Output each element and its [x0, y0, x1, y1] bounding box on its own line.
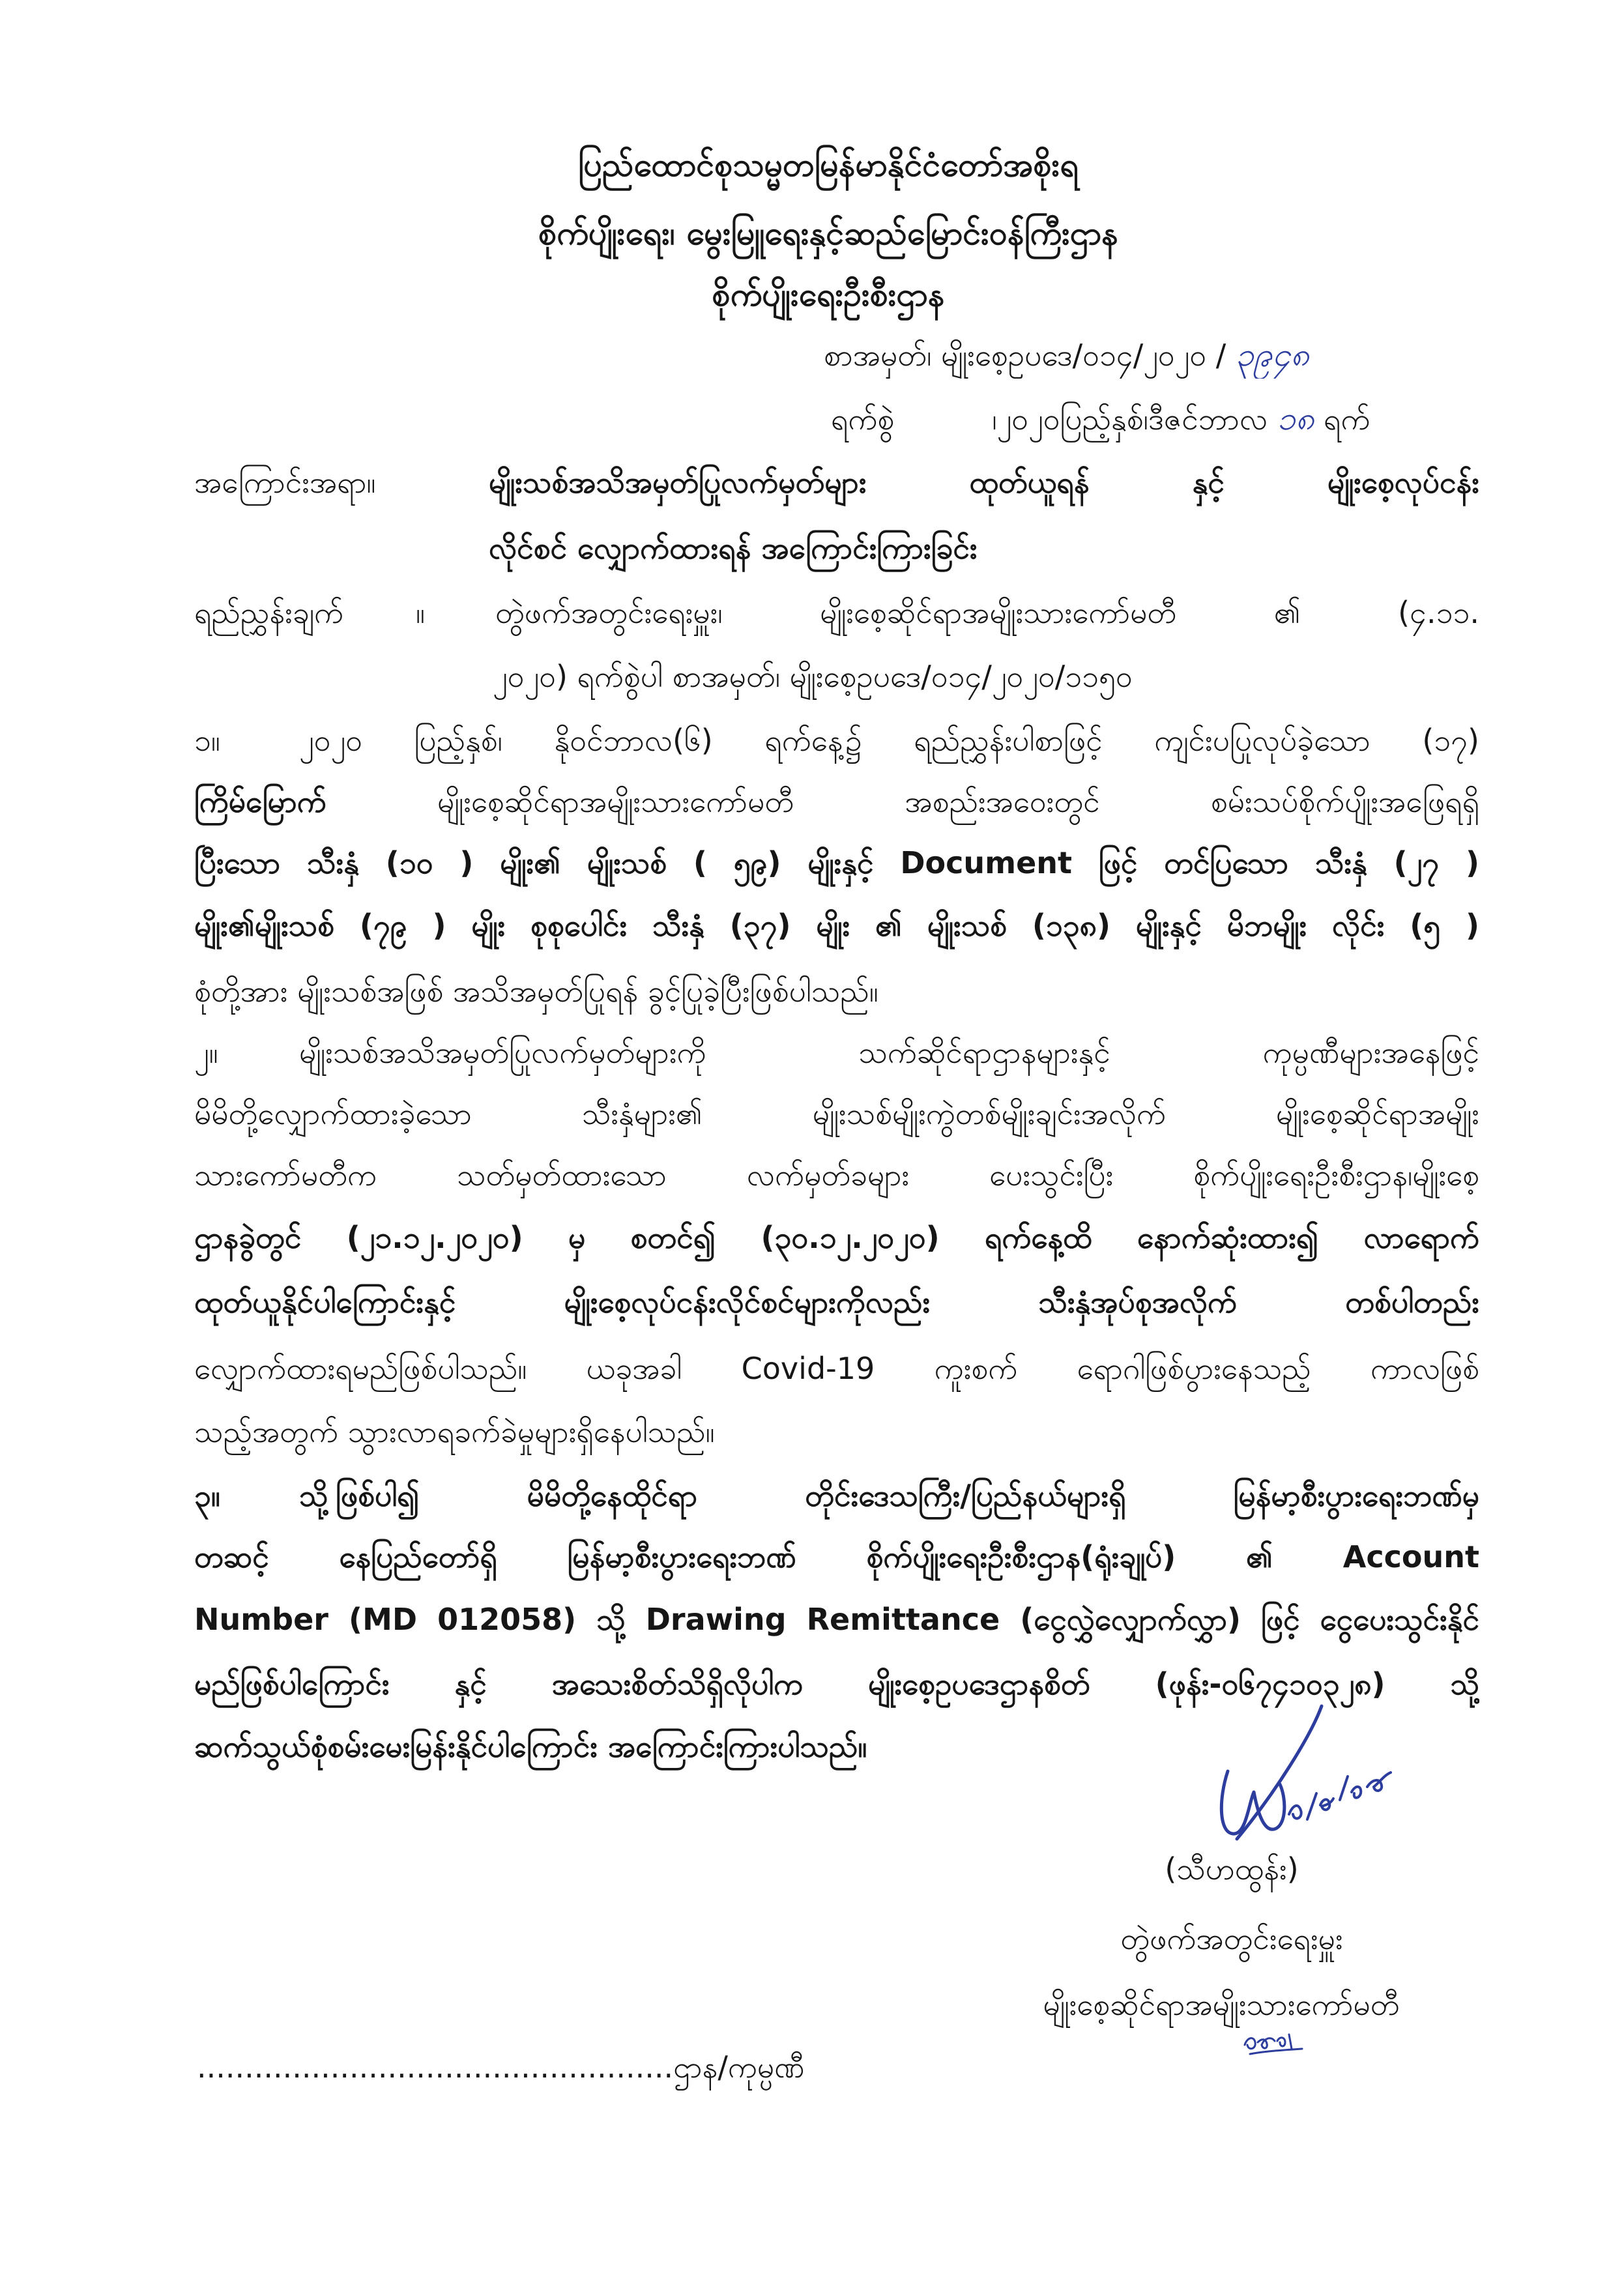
initials-mark [1238, 2025, 1310, 2062]
letter-date [831, 394, 1483, 442]
subject-label: အကြောင်းအရာ။ [194, 465, 376, 500]
signature-loop [1221, 1771, 1284, 1834]
date-suffix: ရက် [1324, 401, 1370, 437]
signature-image [1199, 1694, 1408, 1851]
paragraph-1-line-5: စုံတို့အား မျိုးသစ်အဖြစ် အသိအမှတ်ပြုရန် ခွင့်ပြုခဲ့ပြီးဖြစ်ပါသည်။ [194, 974, 878, 1009]
paragraph-1-line-2-rest: မျိုးစေ့ဆိုင်ရာအမျိုးသားကော်မတီ အစည်းအဝေးတွင် စမ်းသပ်စိုက်ပျိုးအဖြေရရှိ [326, 784, 1479, 819]
paragraph-2-line-3: သားကော်မတီက သတ်မှတ်ထားသော လက်မှတ်ခများ ပေးသွင်းပြီး စိုက်ပျိုးရေးဦးစီးဌာန၊မျိုးစေ့ [194, 1157, 1479, 1193]
recipient-label: ဌာန/ကုမ္ပဏီ [673, 2049, 805, 2085]
date-year-month: ၊၂၀၂၀ပြည့်နှစ်၊ဒီဇင်ဘာလ [992, 401, 1268, 437]
paragraph-2-line-5: ထုတ်ယူနိုင်ပါကြောင်းနှင့် မျိုးစေ့လုပ်ငန်းလိုင်စင်များကိုလည်း သီးနှံအုပ်စုအလိုက် တစ်ပါတည်း [194, 1284, 1479, 1320]
reference-line-1: တွဲဖက်အတွင်းရေးမှူး၊ မျိုးစေ့ဆိုင်ရာအမျိုးသားကော်မတီ ၏ (၄.၁၁. [495, 595, 1479, 630]
letter-number-handwritten: ၃၉၄၈ [1235, 336, 1309, 373]
paragraph-2-line-7: သည့်အတွက် သွားလာရခက်ခဲမှုများရှိနေပါသည်။ [194, 1414, 715, 1449]
recipient-dots: .................................................. [197, 2049, 674, 2085]
paragraph-3-line-3: Number (MD 012058) သို့ Drawing Remittance (ငွေလွှဲလျှောက်လွှာ) ဖြင့် ငွေပေးသွင်းနိုင် [194, 1602, 1479, 1637]
paragraph-1-line-1: ၂၀၂၀ ပြည့်နှစ်၊ နိုဝင်ဘာလ(၆) ရက်နေ့၌ ရည်ညွှန်းပါစာဖြင့် ကျင်းပပြုလုပ်ခဲ့သော (၁၇) [299, 723, 1479, 758]
paragraph-1-line-2-bold: ကြိမ်မြောက် [194, 784, 326, 819]
paragraph-2-line-4: ဌာနခွဲတွင် (၂၁.၁၂.၂၀၂၀) မှ စတင်၍ (၃၀.၁၂.၂၀၂၀) ရက်နေ့ထိ နောက်ဆုံးထား၍ လာရောက် [194, 1220, 1479, 1255]
paragraph-1-line-4: မျိုး၏မျိုးသစ် (၇၉ ) မျိုး စုစုပေါင်း သီးနှံ (၃၇) မျိုး ၏ မျိုးသစ် (၁၃၈) မျိုးနှင့် မိဘမျိုး လိုင်း (၅ ) [194, 908, 1479, 943]
paragraph-3-line-2: တဆင့် နေပြည်တော်ရှိ မြန်မာ့စီးပွားရေးဘဏ် စိုက်ပျိုးရေးဦးစီးဌာန(ရုံးချုပ်) ၏ Account [194, 1539, 1479, 1574]
date-label: ရက်စွဲ [831, 401, 895, 437]
signatory-committee: မျိုးစေ့ဆိုင်ရာအမျိုးသားကော်မတီ [1043, 1987, 1400, 2022]
reference-separator: ။ [416, 595, 425, 630]
paragraph-2-line-2: မိမိတို့လျှောက်ထားခဲ့သော သီးနှံများ၏ မျိုးသစ်မျိုးကွဲတစ်မျိုးချင်းအလိုက် မျိုးစေ့ဆိုင်ရာအမျိုး [194, 1096, 1479, 1131]
subject-line-1: မျိုးသစ်အသိအမှတ်ပြုလက်မှတ်များ ထုတ်ယူရန် နှင့် မျိုးစေ့လုပ်ငန်း [489, 465, 1479, 500]
paragraph-1-line-3: ပြီးသော သီးနှံ (၁၀ ) မျိုး၏ မျိုးသစ် ( ၅၉) မျိုးနှင့် Document ဖြင့် တင်ပြသော သီးနှံ (၂၇ ) [194, 845, 1479, 880]
signatory-title: တွဲဖက်အတွင်းရေးမှူး [1120, 1921, 1343, 1956]
ministry-title: စိုက်ပျိုးရေး၊ မွေးမြူရေးနှင့်ဆည်မြောင်းဝန်ကြီးဌာန [538, 214, 1118, 252]
reference-line-2: ၂၀၂၀) ရက်စွဲပါ စာအမှတ်၊ မျိုးစေ့ဥပဒေ/၀၁၄/၂၀၂၀/၁၁၅၀ [493, 659, 1133, 694]
paragraph-1-line-2 [194, 777, 1479, 826]
paragraph-2-line-6: လျှောက်ထားရမည်ဖြစ်ပါသည်။ ယခုအခါ Covid-19 ကူးစက် ရောဂါဖြစ်ပွားနေသည့် ကာလဖြစ် [194, 1351, 1479, 1386]
letter-number [824, 330, 1475, 379]
paragraph-1-number: ၁။ [194, 723, 220, 758]
date-day-handwritten: ၁၈ [1277, 399, 1314, 437]
letter-number-label: စာအမှတ်၊ မျိုးစေ့ဥပဒေ/၀၁၄/၂၀၂၀ / [824, 338, 1226, 373]
paragraph-2-line-1: မျိုးသစ်အသိအမှတ်ပြုလက်မှတ်များကို သက်ဆိုင်ရာဌာနများနှင့် ကုမ္ပဏီများအနေဖြင့် [299, 1035, 1479, 1070]
recipient-line [197, 2043, 979, 2091]
paragraph-3-line-1: သို့ဖြစ်ပါ၍ မိမိတို့နေထိုင်ရာ တိုင်းဒေသကြီး/ပြည်နယ်များရှိ မြန်မာ့စီးပွားရေးဘဏ်မှ [299, 1478, 1479, 1513]
subject-line-2: လိုင်စင် လျှောက်ထားရန် အကြောင်းကြားခြင်း [489, 530, 978, 566]
signature-long-stroke [1237, 1706, 1322, 1839]
paragraph-3-number: ၃။ [194, 1478, 220, 1513]
department-title: စိုက်ပျိုးရေးဦးစီးဌာန [712, 276, 945, 313]
reference-label: ရည်ညွှန်းချက် [194, 595, 344, 630]
signatory-name: (သီဟထွန်း) [1165, 1851, 1299, 1887]
paragraph-3-line-5: ဆက်သွယ်စုံစမ်းမေးမြန်းနိုင်ပါကြောင်း အကြောင်းကြားပါသည်။ [194, 1729, 867, 1764]
signature-date-scribble [1289, 1772, 1391, 1819]
paragraph-3-line-4: မည်ဖြစ်ပါကြောင်း နှင့် အသေးစိတ်သိရှိလိုပါက မျိုးစေ့ဥပဒေဌာနစိတ် (ဖုန်း-၀၆၇၄၁၀၃၂၈) သို့ [194, 1666, 1479, 1701]
initials-stroke [1245, 2034, 1302, 2054]
paragraph-2-number: ၂။ [194, 1035, 218, 1070]
government-title: ပြည်ထောင်စုသမ္မတမြန်မာနိုင်ငံတော်အစိုးရ [578, 146, 1079, 184]
